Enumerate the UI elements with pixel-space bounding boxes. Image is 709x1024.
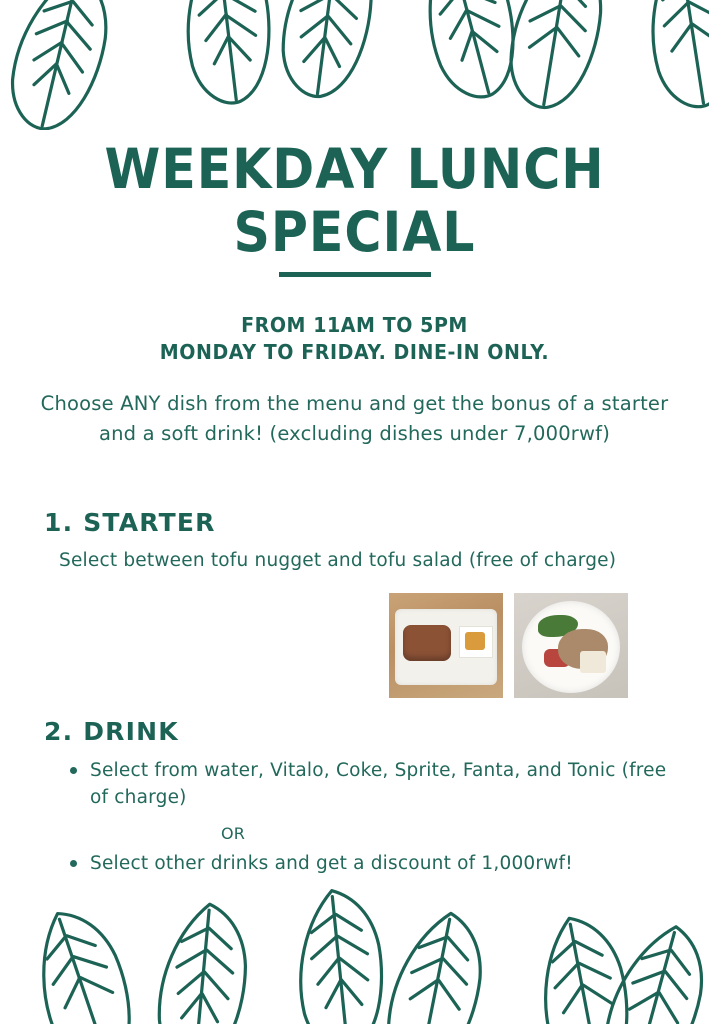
leaf-pattern-top	[0, 0, 709, 130]
section-heading-starter: 1. STARTER	[44, 508, 216, 537]
title-line-1: WEEKDAY LUNCH	[104, 137, 605, 201]
nugget-shape	[403, 625, 451, 661]
intro-paragraph: Choose ANY dish from the menu and get the bonus of a starter and a soft drink! (excluding dishes under 7,000rwf)	[40, 392, 669, 446]
leaf-pattern-bottom	[0, 889, 709, 1024]
poster-title	[0, 137, 709, 277]
or-separator: OR	[220, 823, 246, 843]
section-heading-drink: 2. DRINK	[44, 717, 179, 746]
subtitle-line-1: FROM 11AM TO 5PM	[241, 313, 468, 337]
tofu-cube-shape	[580, 651, 606, 673]
title-underline	[279, 272, 431, 277]
tofu-nugget-photo	[389, 593, 503, 698]
dip-sauce-shape	[465, 632, 485, 650]
poster-subtitle	[18, 312, 692, 366]
starter-photos	[389, 593, 628, 698]
drink-options-list	[62, 758, 674, 880]
starter-description: Select between tofu nugget and tofu salad (free of charge)	[59, 550, 617, 571]
tofu-salad-photo	[514, 593, 628, 698]
list-item: Select other drinks and get a discount of 1,000rwf!	[62, 851, 674, 878]
list-item: Select from water, Vitalo, Coke, Sprite, Fanta, and Tonic (free of charge)	[62, 758, 674, 812]
subtitle-line-2: MONDAY TO FRIDAY. DINE-IN ONLY.	[159, 340, 550, 364]
title-line-2: SPECIAL	[233, 200, 476, 264]
